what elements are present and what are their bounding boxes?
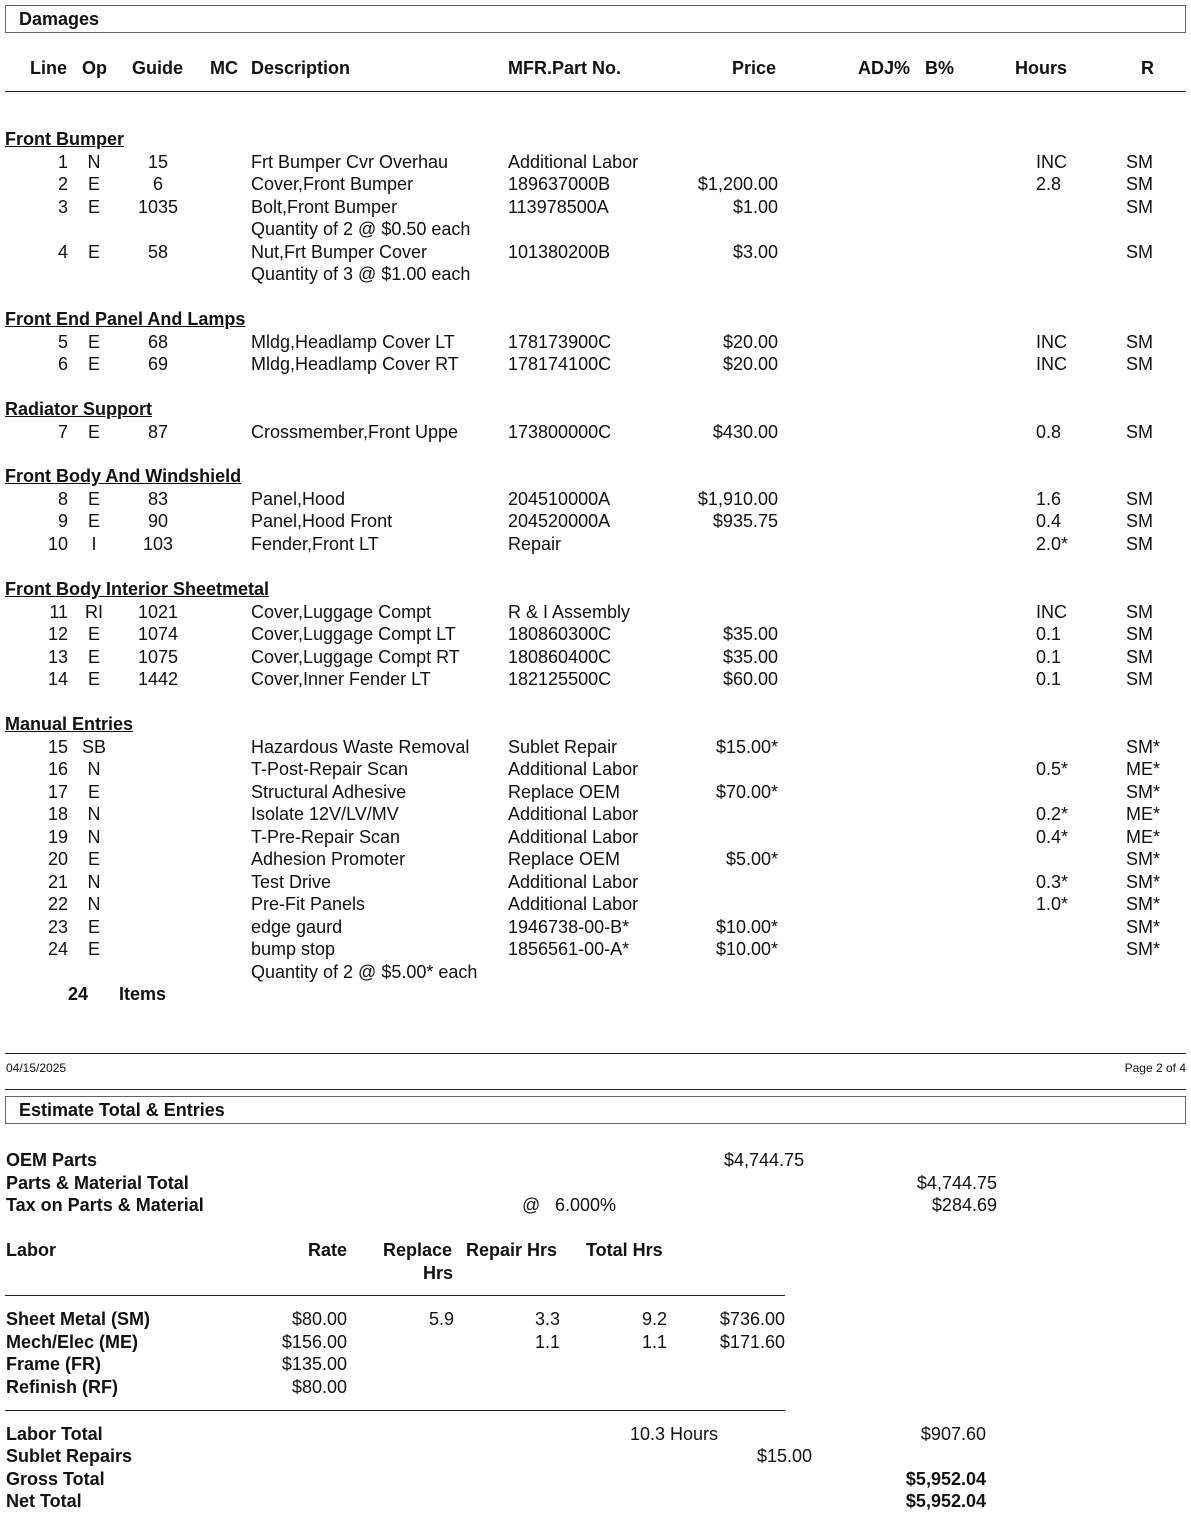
line-number: 5 [57,331,68,352]
total-hours: 1.1 [641,1331,667,1352]
part-number: 189637000B [508,174,611,194]
description: Quantity of 2 @ $0.50 each [251,219,471,239]
operation: E [87,421,100,442]
labor-type: SM* [1126,871,1161,892]
part-number: Additional Labor [508,826,639,847]
labor-type: ME* [1126,826,1161,847]
parts-material-value: $4,744.75 [916,1173,997,1193]
section-title: Front End Panel And Lamps [5,309,246,329]
hours: 1.0* [1036,894,1069,914]
description: Bolt,Front Bumper [251,196,398,217]
hours: INC [1036,331,1067,352]
price: $430.00 [712,421,778,442]
guide-number: 58 [147,241,169,262]
guide-number: 90 [147,511,169,531]
labor-rate: $135.00 [281,1354,347,1374]
line-item-row [0,782,1191,804]
line-number: 13 [47,646,68,667]
line-item-row [0,511,1191,533]
items-label: Items [119,984,167,1004]
guide-number: 1442 [137,669,179,689]
description: Pre-Fit Panels [251,894,366,914]
labor-type-label: Frame (FR) [6,1354,102,1374]
guide-number: 69 [147,354,169,374]
part-number: 180860400C [508,646,612,667]
line-item-row [0,894,1191,916]
description: Fender,Front LT [251,533,379,554]
part-number: 1856561-00-A* [508,939,630,959]
guide-number: 1035 [137,196,179,217]
line-number: 23 [47,916,68,937]
sublet-repairs-value: $15.00 [757,1446,813,1466]
line-item-row [0,422,1191,444]
description: Cover,Front Bumper [251,174,414,194]
rate-header: Rate [307,1240,347,1260]
repair-hours: 3.3 [534,1309,560,1329]
description: Cover,Luggage Compt LT [251,624,456,644]
labor-type: SM [1126,669,1153,689]
section-title: Radiator Support [5,399,152,419]
hours: 1.6 [1036,488,1062,509]
operation: E [87,354,100,374]
operation: E [87,669,100,689]
line-number: 7 [57,421,68,442]
description: Quantity of 3 @ $1.00 each [251,264,471,284]
replace-hrs-header: Hrs [423,1263,454,1283]
line-number: 20 [47,849,68,869]
line-number: 19 [47,826,68,847]
description: T-Pre-Repair Scan [251,826,401,847]
price: $10.00* [715,916,778,937]
damages-header-box [5,5,1186,33]
price: $1,910.00 [697,488,778,509]
labor-type: SM [1126,646,1153,667]
line-item-row [0,669,1191,691]
labor-type-label: Mech/Elec (ME) [6,1331,139,1352]
labor-type: ME* [1126,759,1161,779]
col-adj: ADJ% [858,58,911,78]
labor-type: SM* [1126,916,1161,937]
operation: E [87,331,100,352]
description: Isolate 12V/LV/MV [251,804,399,824]
operation: E [87,916,100,937]
line-item-row [0,872,1191,894]
part-number: 101380200B [508,241,611,262]
line-number: 16 [47,759,68,779]
price: $20.00 [722,331,778,352]
line-number: 4 [57,241,68,262]
net-total-label: Net Total [6,1491,82,1511]
line-number: 2 [57,174,68,194]
labor-type: SM [1126,511,1153,531]
labor-type: SM [1126,354,1153,374]
description: Frt Bumper Cvr Overhau [251,151,449,172]
hours: 0.5* [1036,759,1069,779]
line-item-row [0,647,1191,669]
labor-type: SM [1126,196,1153,217]
net-total-value: $5,952.04 [905,1491,986,1511]
replace-header: Replace [383,1240,453,1260]
labor-type: SM [1126,241,1153,262]
col-mc: MC [210,58,238,78]
line-number: 10 [47,533,68,554]
guide-number: 6 [152,174,163,194]
operation: E [87,196,100,217]
part-number: Additional Labor [508,804,639,824]
labor-type: SM* [1126,894,1161,914]
labor-header: Labor [6,1240,57,1260]
line-number: 9 [57,511,68,531]
part-number: 180860300C [508,624,612,644]
part-number: Additional Labor [508,759,639,779]
line-item-row [0,219,1191,241]
part-number: 173800000C [508,421,612,442]
operation: N [87,759,101,779]
line-number: 21 [47,871,68,892]
description: T-Post-Repair Scan [251,759,409,779]
part-number: Repair [508,533,562,554]
footer-page: Page 2 of 4 [1124,1061,1186,1075]
line-item-row [0,602,1191,624]
total-hrs-header: Total Hrs [586,1240,663,1260]
total-hours: 9.2 [641,1309,667,1329]
description: bump stop [251,939,336,959]
guide-number: 103 [142,533,174,554]
line-number: 18 [47,804,68,824]
labor-type: ME* [1126,804,1161,824]
labor-type: SM [1126,331,1153,352]
description: Nut,Frt Bumper Cover [251,241,428,262]
operation: E [87,488,100,509]
line-item-row [0,174,1191,196]
description: Crossmember,Front Uppe [251,421,459,442]
hours: 0.2* [1036,804,1069,824]
labor-type: SM* [1126,781,1161,802]
col-description: Description [251,58,351,78]
part-number: Replace OEM [508,849,621,869]
part-number: Additional Labor [508,151,639,172]
gross-total-label: Gross Total [6,1469,105,1489]
hours: 2.8 [1036,174,1062,194]
line-number: 15 [47,736,68,757]
hours: 2.0* [1036,533,1069,554]
col-op: Op [82,58,107,78]
labor-header-rule [5,1295,785,1296]
hours: INC [1036,151,1067,172]
hours: 0.8 [1036,421,1062,442]
col-price: Price [732,58,777,78]
part-number: 178173900C [508,331,612,352]
part-number: 204510000A [508,488,611,509]
tax-rate: 6.000% [555,1195,617,1215]
labor-amount: $171.60 [719,1331,785,1352]
line-item-row [0,849,1191,871]
labor-type: SM [1126,174,1153,194]
price: $35.00 [722,646,778,667]
operation: SB [81,736,106,757]
operation: E [87,511,100,531]
line-number: 17 [47,781,68,802]
operation: E [87,646,100,667]
price: $20.00 [722,354,778,374]
labor-rate: $80.00 [291,1309,347,1329]
footer-rule-bottom [5,1089,1186,1090]
col-part-no: MFR.Part No. [508,58,622,78]
estimate-header-box [5,1096,1186,1124]
description: edge gaurd [251,916,343,937]
hours: 0.1 [1036,646,1062,667]
labor-rate: $80.00 [291,1376,347,1397]
hours: 0.1 [1036,624,1062,644]
price: $10.00* [715,939,778,959]
line-number: 24 [47,939,68,959]
estimate-title: Estimate Total & Entries [19,1100,225,1120]
hours: 0.3* [1036,871,1069,892]
guide-number: 83 [147,488,169,509]
description: Panel,Hood [251,488,346,509]
footer-date: 04/15/2025 [6,1061,67,1075]
line-item-row [0,197,1191,219]
damages-title: Damages [19,9,100,29]
sublet-repairs-label: Sublet Repairs [6,1446,133,1466]
labor-type: SM* [1126,736,1161,757]
operation: N [87,894,101,914]
labor-type-label: Refinish (RF) [6,1376,118,1397]
col-guide: Guide [132,58,184,78]
line-item-row [0,624,1191,646]
line-number: 3 [57,196,68,217]
operation: RI [85,601,103,622]
part-number: R & I Assembly [508,601,631,622]
guide-number: 1075 [137,646,179,667]
description: Hazardous Waste Removal [251,736,470,757]
guide-number: 1021 [137,601,179,622]
part-number: 204520000A [508,511,611,531]
line-item-row [0,242,1191,264]
col-b: B% [925,58,955,78]
line-item-row [0,917,1191,939]
price: $70.00* [715,781,778,802]
guide-number: 15 [147,151,169,172]
items-count: 24 [68,984,89,1004]
description: Structural Adhesive [251,781,407,802]
description: Cover,Luggage Compt [251,601,432,622]
section-title: Front Body Interior Sheetmetal [5,579,270,599]
labor-type: SM [1126,533,1153,554]
hours: 0.1 [1036,669,1062,689]
line-item-row [0,737,1191,759]
line-item-row [0,354,1191,376]
price: $1.00 [732,196,778,217]
line-number: 1 [57,151,68,172]
line-item-row [0,332,1191,354]
price: $60.00 [722,669,778,689]
line-number: 11 [49,601,68,622]
header-rule [5,91,1186,92]
guide-number: 87 [147,421,169,442]
labor-rate: $156.00 [281,1331,347,1352]
tax-label: Tax on Parts & Material [6,1195,204,1215]
labor-amount: $736.00 [719,1309,785,1329]
part-number: Replace OEM [508,781,621,802]
part-number: Additional Labor [508,894,639,914]
col-line: Line [30,58,68,78]
labor-type: SM [1126,624,1153,644]
line-number: 12 [47,624,68,644]
operation: E [87,174,100,194]
price: $15.00* [715,736,778,757]
col-r: R [1141,58,1154,78]
guide-number: 68 [147,331,169,352]
operation: E [87,849,100,869]
price: $1,200.00 [697,174,778,194]
price: $5.00* [725,849,778,869]
line-item-row [0,827,1191,849]
operation: E [87,939,100,959]
labor-footer-rule [5,1410,785,1411]
line-item-row [0,962,1191,984]
labor-type-label: Sheet Metal (SM) [6,1309,151,1329]
part-number: 178174100C [508,354,612,374]
price: $935.75 [712,511,778,531]
description: Panel,Hood Front [251,511,393,531]
operation: N [87,826,101,847]
description: Mldg,Headlamp Cover LT [251,331,455,352]
parts-material-label: Parts & Material Total [6,1173,189,1193]
description: Mldg,Headlamp Cover RT [251,354,459,374]
hours: INC [1036,354,1067,374]
operation: N [87,871,101,892]
description: Adhesion Promoter [251,849,406,869]
part-number: Sublet Repair [508,736,618,757]
operation: E [87,241,100,262]
line-item-row [0,534,1191,556]
labor-type: SM [1126,488,1153,509]
tax-value: $284.69 [931,1195,997,1215]
line-item-row [0,152,1191,174]
section-title: Manual Entries [5,714,134,734]
labor-total-value: $907.60 [920,1424,986,1444]
price: $35.00 [722,624,778,644]
hours: 0.4* [1036,826,1069,847]
line-item-row [0,804,1191,826]
part-number: 1946738-00-B* [508,916,630,937]
labor-total-hours: 10.3 Hours [630,1424,719,1444]
labor-type: SM [1126,151,1153,172]
gross-total-value: $5,952.04 [905,1469,986,1489]
hours: INC [1036,601,1067,622]
replace-hours: 5.9 [428,1309,454,1329]
repair-hrs-header: Repair Hrs [466,1240,558,1260]
operation: E [87,624,100,644]
operation: E [87,781,100,802]
part-number: Additional Labor [508,871,639,892]
line-number: 8 [57,488,68,509]
section-title: Front Body And Windshield [5,466,242,486]
description: Cover,Inner Fender LT [251,669,431,689]
repair-hours: 1.1 [534,1331,560,1352]
operation: N [87,804,101,824]
labor-type: SM* [1126,939,1161,959]
line-item-row [0,489,1191,511]
labor-type: SM [1126,421,1153,442]
tax-at: @ [522,1195,541,1215]
oem-parts-value: $4,744.75 [724,1150,805,1170]
price: $3.00 [732,241,778,262]
operation: I [91,533,97,554]
part-number: 182125500C [508,669,612,689]
description: Test Drive [251,871,332,892]
line-item-row [0,939,1191,961]
col-hours: Hours [1015,58,1068,78]
description: Quantity of 2 @ $5.00* each [251,961,478,982]
operation: N [87,151,101,172]
description: Cover,Luggage Compt RT [251,646,460,667]
line-number: 14 [47,669,68,689]
part-number: 113978500A [508,196,609,217]
oem-parts-label: OEM Parts [6,1150,98,1170]
labor-type: SM [1126,601,1153,622]
labor-type: SM* [1126,849,1161,869]
line-item-row [0,264,1191,286]
line-number: 22 [47,894,68,914]
labor-total-label: Labor Total [6,1424,103,1444]
guide-number: 1074 [137,624,179,644]
hours: 0.4 [1036,511,1062,531]
line-item-row [0,759,1191,781]
footer-rule-top [5,1053,1186,1054]
line-number: 6 [57,354,68,374]
section-title: Front Bumper [5,129,124,149]
